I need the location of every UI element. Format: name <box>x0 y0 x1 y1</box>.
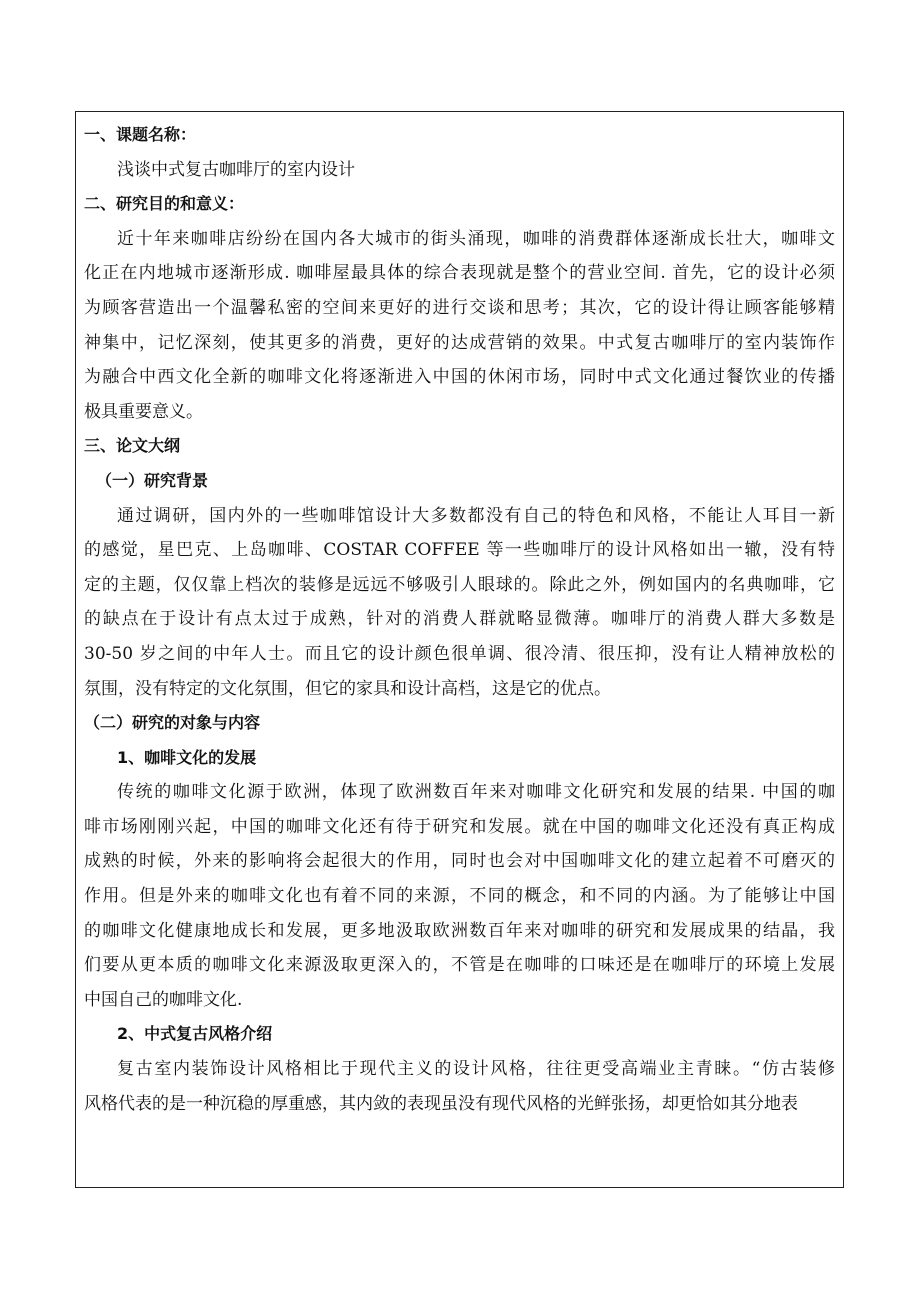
heading-3: 三、论文大纲 <box>84 436 181 456</box>
background-paragraph-line: 定的主题，仅仅靠上档次的装修是远远不够吸引人眼球的。除此之外，例如国内的名典咖啡，它 <box>84 574 835 595</box>
retro-style-paragraph-line: 风格代表的是一种沉稳的厚重感，其内敛的表现虽没有现代风格的光鲜张扬，却更恰如其分地表 <box>84 1093 798 1114</box>
coffee-culture-paragraph-line: 传统的咖啡文化源于欧洲，体现了欧洲数百年来对咖啡文化研究和发展的结果. 中国的咖 <box>117 782 835 803</box>
background-paragraph <box>84 499 835 707</box>
retro-style-paragraph <box>84 1052 835 1121</box>
purpose-paragraph-line: 化正在内地城市逐渐形成. 咖啡屋最具体的综合表现就是整个的营业空间. 首先，它的设计必须 <box>84 263 835 284</box>
background-paragraph-line: 的感觉，星巴克、上岛咖啡、COSTAR COFFEE 等一些咖啡厅的设计风格如出一辙，没有特 <box>84 540 835 561</box>
background-paragraph-line: 的缺点在于设计有点太过于成熟，针对的消费人群就略显微薄。咖啡厅的消费人群大多数是 <box>84 609 835 630</box>
document-frame <box>75 111 844 1188</box>
purpose-paragraph-line: 为顾客营造出一个温馨私密的空间来更好的进行交谈和思考；其次，它的设计得让顾客能够精 <box>84 297 835 318</box>
purpose-paragraph-line: 神集中，记忆深刻，使其更多的消费，更好的达成营销的效果。中式复古咖啡厅的室内装饰作 <box>84 332 835 353</box>
project-title-line: 浅谈中式复古咖啡厅的室内设计 <box>117 159 355 180</box>
subheading-objects: （二）研究的对象与内容 <box>84 713 261 733</box>
purpose-paragraph <box>84 222 835 430</box>
coffee-culture-paragraph-line: 成熟的时候，外来的影响将会起很大的作用，同时也会对中国咖啡文化的建立起着不可磨灭的 <box>84 851 835 872</box>
heading-2: 二、研究目的和意义： <box>84 194 245 214</box>
purpose-paragraph-line: 为融合中西文化全新的咖啡文化将逐渐进入中国的休闲市场，同时中式文化通过餐饮业的传播 <box>84 367 835 388</box>
coffee-culture-paragraph-line: 中国自己的咖啡文化. <box>84 989 243 1010</box>
background-paragraph-line: 氛围，没有特定的文化氛围，但它的家具和设计高档，这是它的优点。 <box>84 678 611 699</box>
retro-style-paragraph-line: 复古室内装饰设计风格相比于现代主义的设计风格，往往更受高端业主青睐。“仿古装修 <box>117 1059 835 1080</box>
coffee-culture-paragraph-line: 啡市场刚刚兴起，中国的咖啡文化还有待于研究和发展。就在中国的咖啡文化还没有真正构成 <box>84 816 835 837</box>
purpose-paragraph-line: 极具重要意义。 <box>84 401 203 422</box>
background-paragraph-line: 30-50 岁之间的中年人士。而且它的设计颜色很单调、很冷清、很压抑，没有让人精神放松的 <box>84 643 835 664</box>
subheading-background: （一）研究背景 <box>96 470 209 490</box>
project-title <box>84 153 835 188</box>
background-paragraph-line: 通过调研，国内外的一些咖啡馆设计大多数都没有自己的特色和风格，不能让人耳目一新 <box>117 505 835 526</box>
coffee-culture-paragraph <box>84 775 835 1017</box>
coffee-culture-paragraph-line: 们要从更本质的咖啡文化来源汲取更深入的，不管是在咖啡的口味还是在咖啡厅的环境上发展 <box>84 955 835 976</box>
subheading-retro-style: 2、中式复古风格介绍 <box>117 1024 273 1044</box>
coffee-culture-paragraph-line: 作用。但是外来的咖啡文化也有着不同的来源，不同的概念，和不同的内涵。为了能够让中国 <box>84 886 835 907</box>
coffee-culture-paragraph-line: 的咖啡文化健康地成长和发展，更多地汲取欧洲数百年来对咖啡的研究和发展成果的结晶，我 <box>84 920 835 941</box>
heading-1: 一、课题名称： <box>84 125 197 144</box>
subheading-coffee-culture: 1、咖啡文化的发展 <box>117 747 257 767</box>
purpose-paragraph-line: 近十年来咖啡店纷纷在国内各大城市的街头涌现，咖啡的消费群体逐渐成长壮大，咖啡文 <box>117 228 835 249</box>
